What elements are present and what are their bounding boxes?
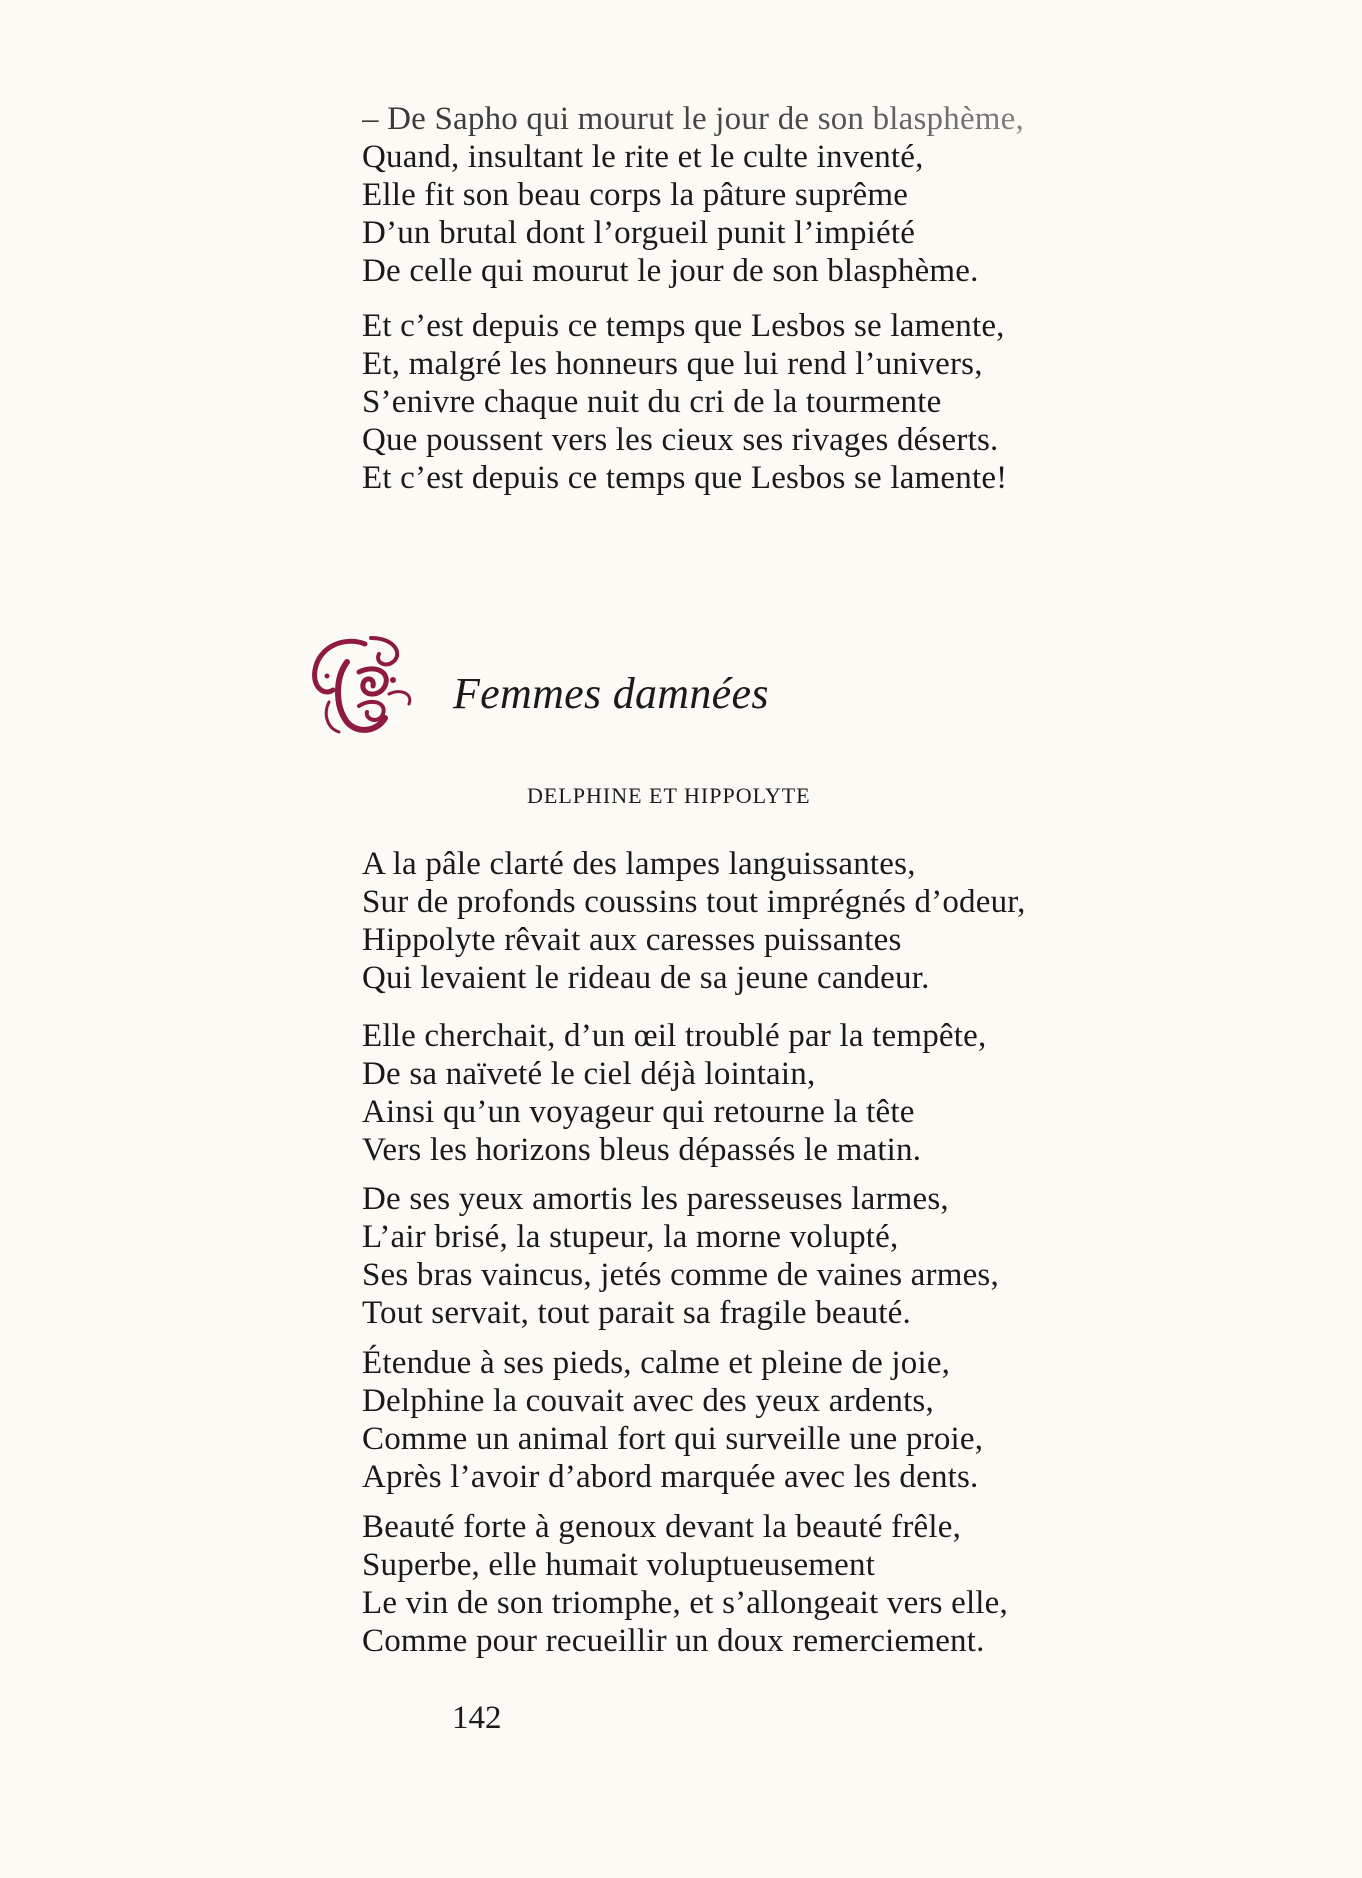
verse-line: Et, malgré les honneurs que lui rend l’univers, [362,346,983,382]
verse-line: Vers les horizons bleus dépassés le matin. [362,1132,922,1168]
verse-line: Elle fit son beau corps la pâture suprême [362,177,909,213]
poem-stanza-3 [362,1180,1162,1332]
verse-line: S’enivre chaque nuit du cri de la tourmente [362,384,942,420]
verse-line: D’un brutal dont l’orgueil punit l’impiété [362,215,916,251]
verse-line: Ses bras vaincus, jetés comme de vaines armes, [362,1257,999,1293]
verse-line: Ainsi qu’un voyageur qui retourne la tête [362,1094,915,1130]
poem-stanza-1 [362,845,1162,997]
poem-stanza-4 [362,1344,1162,1496]
verse-line: Qui levaient le rideau de sa jeune candeur. [362,960,930,996]
verse-line: Quand, insultant le rite et le culte inventé, [362,139,924,175]
poem-stanza-5 [362,1508,1162,1660]
page-number: 142 [452,1700,502,1736]
verse-line: Sur de profonds coussins tout imprégnés d’odeur, [362,884,1026,920]
verse-line: A la pâle clarté des lampes languissantes, [362,846,916,882]
verse-line: Comme pour recueillir un doux remerciement. [362,1623,985,1659]
verse-line: De celle qui mourut le jour de son blasphème. [362,253,979,289]
verse-line: De sa naïveté le ciel déjà lointain, [362,1056,816,1092]
verse-line: Le vin de son triomphe, et s’allongeait vers elle, [362,1585,1008,1621]
poem-title: Femmes damnées [453,669,769,718]
verse-line: L’air brisé, la stupeur, la morne volupté, [362,1219,899,1255]
verse-line: Et c’est depuis ce temps que Lesbos se lamente! [362,460,1008,496]
verse-line: Tout servait, tout parait sa fragile beauté. [362,1295,911,1331]
verse-line: Comme un animal fort qui surveille une proie, [362,1421,984,1457]
poem-stanza-2 [362,1017,1162,1169]
verse-line: Et c’est depuis ce temps que Lesbos se lamente, [362,308,1005,344]
poem-subtitle: DELPHINE ET HIPPOLYTE [527,783,811,808]
verse-line: Superbe, elle humait voluptueusement [362,1547,876,1583]
verse-line: Beauté forte à genoux devant la beauté frêle, [362,1509,962,1545]
verse-line: De ses yeux amortis les paresseuses larmes, [362,1181,949,1217]
poem-heading [305,632,905,742]
flourish-ornament-icon [305,632,425,742]
verse-line: Hippolyte rêvait aux caresses puissantes [362,922,902,958]
top-stanza-2 [362,307,1162,497]
verse-line: – De Sapho qui mourut le jour de son blasphème, [362,100,1162,138]
verse-line: Delphine la couvait avec des yeux ardents, [362,1383,934,1419]
verse-line: Elle cherchait, d’un œil troublé par la tempête, [362,1018,987,1054]
top-stanza-1 [362,100,1162,290]
verse-line: Que poussent vers les cieux ses rivages déserts. [362,422,999,458]
verse-line: Après l’avoir d’abord marquée avec les dents. [362,1459,979,1495]
verse-line: Étendue à ses pieds, calme et pleine de joie, [362,1345,951,1381]
